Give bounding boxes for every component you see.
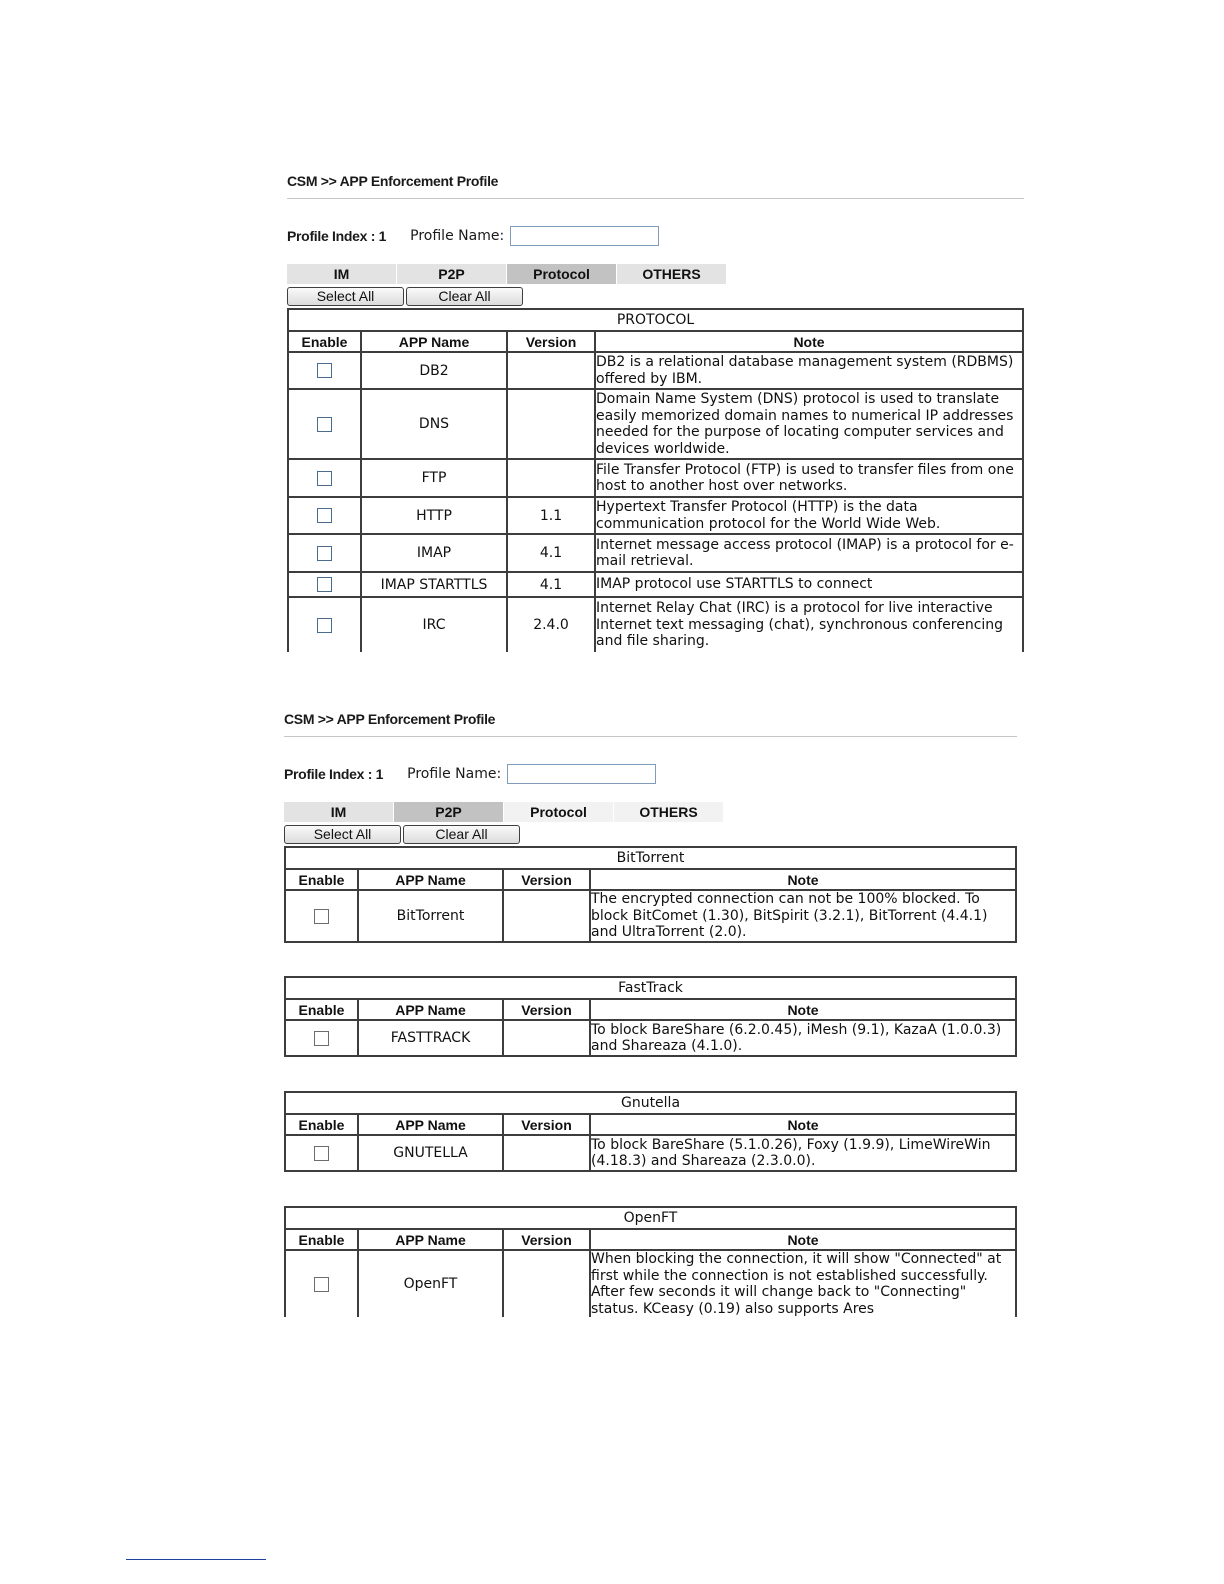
table-header-row — [285, 1114, 1016, 1135]
app-note: File Transfer Protocol (FTP) is used to transfer files from one host to another host over networks. — [595, 459, 1023, 497]
note-header: Note — [590, 869, 1016, 890]
profile-name-input[interactable] — [510, 226, 659, 246]
app-note: Internet message access protocol (IMAP) is a protocol for e-mail retrieval. — [595, 534, 1023, 572]
app-version — [507, 459, 595, 497]
app-version — [503, 1020, 590, 1056]
profile-name-label: Profile Name: — [410, 228, 505, 244]
tab-im[interactable]: IM — [284, 802, 393, 822]
app-name: IMAP STARTTLS — [361, 572, 507, 597]
enable-checkbox[interactable] — [317, 417, 332, 432]
enable-checkbox[interactable] — [317, 471, 332, 486]
enable-header: Enable — [288, 331, 361, 352]
app-name: DNS — [361, 389, 507, 459]
app-name-header: APP Name — [358, 999, 503, 1020]
app-note: When blocking the connection, it will show "Connected" at first while the connection is not established successfully. After few seconds it will change back to "Connecting" status. KCeasy (0.19) also supports Ares — [590, 1250, 1016, 1317]
app-name-header: APP Name — [358, 869, 503, 890]
app-name-header: APP Name — [361, 331, 507, 352]
app-note: Internet Relay Chat (IRC) is a protocol for live interactive Internet text messaging (chat), synchronous conferencing and file sharing. — [595, 597, 1023, 652]
app-name: IRC — [361, 597, 507, 652]
profile-index-label: Profile Index : 1 — [287, 228, 387, 244]
clear-all-button[interactable]: Clear All — [403, 825, 520, 844]
app-name: OpenFT — [358, 1250, 503, 1317]
table-row — [285, 1135, 1016, 1171]
profile-name-label: Profile Name: — [407, 766, 502, 782]
table-row — [288, 534, 1023, 572]
table-header-row — [285, 1229, 1016, 1250]
version-header: Version — [507, 331, 595, 352]
app-note: Domain Name System (DNS) protocol is used to translate easily memorized domain names to numerical IP addresses needed for the purpose of locating computer services and devices worldwide. — [595, 389, 1023, 459]
table-caption: BitTorrent — [285, 847, 1016, 869]
title-divider — [287, 198, 1024, 199]
bulk-actions — [287, 287, 1024, 308]
note-header: Note — [590, 1229, 1016, 1250]
app-name: FTP — [361, 459, 507, 497]
table-row — [285, 890, 1016, 942]
enable-checkbox[interactable] — [317, 577, 332, 592]
enable-header: Enable — [285, 1229, 358, 1250]
tab-protocol[interactable]: Protocol — [507, 264, 616, 284]
app-name: GNUTELLA — [358, 1135, 503, 1171]
note-header: Note — [595, 331, 1023, 352]
enable-header: Enable — [285, 999, 358, 1020]
category-tabs — [284, 802, 1017, 822]
enable-checkbox[interactable] — [317, 363, 332, 378]
app-name: DB2 — [361, 352, 507, 389]
enable-checkbox[interactable] — [314, 909, 329, 924]
gnutella-table — [284, 1091, 1017, 1172]
note-header: Note — [590, 1114, 1016, 1135]
app-name: IMAP — [361, 534, 507, 572]
app-note: IMAP protocol use STARTTLS to connect — [595, 572, 1023, 597]
table-row — [288, 352, 1023, 389]
protocol-table — [287, 308, 1024, 652]
app-version — [507, 352, 595, 389]
profile-row — [284, 762, 1017, 786]
app-version: 4.1 — [507, 534, 595, 572]
clear-all-button[interactable]: Clear All — [406, 287, 523, 306]
page-title: CSM >> APP Enforcement Profile — [287, 173, 499, 189]
enable-checkbox[interactable] — [317, 618, 332, 633]
table-header-row — [285, 869, 1016, 890]
tab-others[interactable]: OTHERS — [614, 802, 723, 822]
enable-checkbox[interactable] — [314, 1031, 329, 1046]
tab-p2p[interactable]: P2P — [397, 264, 506, 284]
app-version — [503, 1135, 590, 1171]
app-version — [503, 1250, 590, 1317]
table-row — [288, 459, 1023, 497]
app-name: HTTP — [361, 497, 507, 534]
tab-im[interactable]: IM — [287, 264, 396, 284]
table-header-row — [285, 999, 1016, 1020]
table-row — [288, 572, 1023, 597]
table-row — [285, 1020, 1016, 1056]
version-header: Version — [503, 999, 590, 1020]
category-tabs — [287, 264, 1024, 284]
table-row — [288, 597, 1023, 652]
note-header: Note — [590, 999, 1016, 1020]
title-divider — [284, 736, 1017, 737]
protocol-tab-screenshot — [287, 172, 1024, 652]
profile-row — [287, 224, 1024, 248]
app-version — [503, 890, 590, 942]
enable-checkbox[interactable] — [314, 1277, 329, 1292]
app-note: To block BareShare (6.2.0.45), iMesh (9.1), KazaA (1.0.0.3) and Shareaza (4.1.0). — [590, 1020, 1016, 1056]
page-title: CSM >> APP Enforcement Profile — [284, 711, 496, 727]
tab-others[interactable]: OTHERS — [617, 264, 726, 284]
select-all-button[interactable]: Select All — [287, 287, 404, 306]
version-header: Version — [503, 1229, 590, 1250]
app-version — [507, 389, 595, 459]
table-caption: Gnutella — [285, 1092, 1016, 1114]
app-name-header: APP Name — [358, 1229, 503, 1250]
select-all-button[interactable]: Select All — [284, 825, 401, 844]
table-row — [285, 1250, 1016, 1317]
tab-p2p[interactable]: P2P — [394, 802, 503, 822]
app-note: Hypertext Transfer Protocol (HTTP) is the data communication protocol for the World Wide Web. — [595, 497, 1023, 534]
version-header: Version — [503, 1114, 590, 1135]
app-name-header: APP Name — [358, 1114, 503, 1135]
table-caption: FastTrack — [285, 977, 1016, 999]
bulk-actions — [284, 825, 1017, 846]
enable-checkbox[interactable] — [317, 546, 332, 561]
enable-checkbox[interactable] — [314, 1146, 329, 1161]
fasttrack-table — [284, 976, 1017, 1057]
version-header: Version — [503, 869, 590, 890]
bittorrent-table — [284, 846, 1017, 943]
tab-protocol[interactable]: Protocol — [504, 802, 613, 822]
app-version: 2.4.0 — [507, 597, 595, 652]
table-header-row — [288, 331, 1023, 352]
table-row — [288, 389, 1023, 459]
table-row — [288, 497, 1023, 534]
enable-checkbox[interactable] — [317, 508, 332, 523]
footnote-separator — [126, 1559, 266, 1560]
table-caption: OpenFT — [285, 1207, 1016, 1229]
app-name: BitTorrent — [358, 890, 503, 942]
app-note: The encrypted connection can not be 100% blocked. To block BitComet (1.30), BitSpirit (3.2.1), BitTorrent (4.4.1) and UltraTorrent (2.0). — [590, 890, 1016, 942]
app-note: DB2 is a relational database management system (RDBMS) offered by IBM. — [595, 352, 1023, 389]
enable-header: Enable — [285, 1114, 358, 1135]
openft-table — [284, 1206, 1017, 1317]
table-caption: PROTOCOL — [288, 309, 1023, 331]
app-name: FASTTRACK — [358, 1020, 503, 1056]
app-version: 1.1 — [507, 497, 595, 534]
enable-header: Enable — [285, 869, 358, 890]
profile-name-input[interactable] — [507, 764, 656, 784]
profile-index-label: Profile Index : 1 — [284, 766, 384, 782]
app-note: To block BareShare (5.1.0.26), Foxy (1.9.9), LimeWireWin (4.18.3) and Shareaza (2.3.0.0). — [590, 1135, 1016, 1171]
p2p-tab-screenshot — [284, 710, 1017, 1317]
app-version: 4.1 — [507, 572, 595, 597]
